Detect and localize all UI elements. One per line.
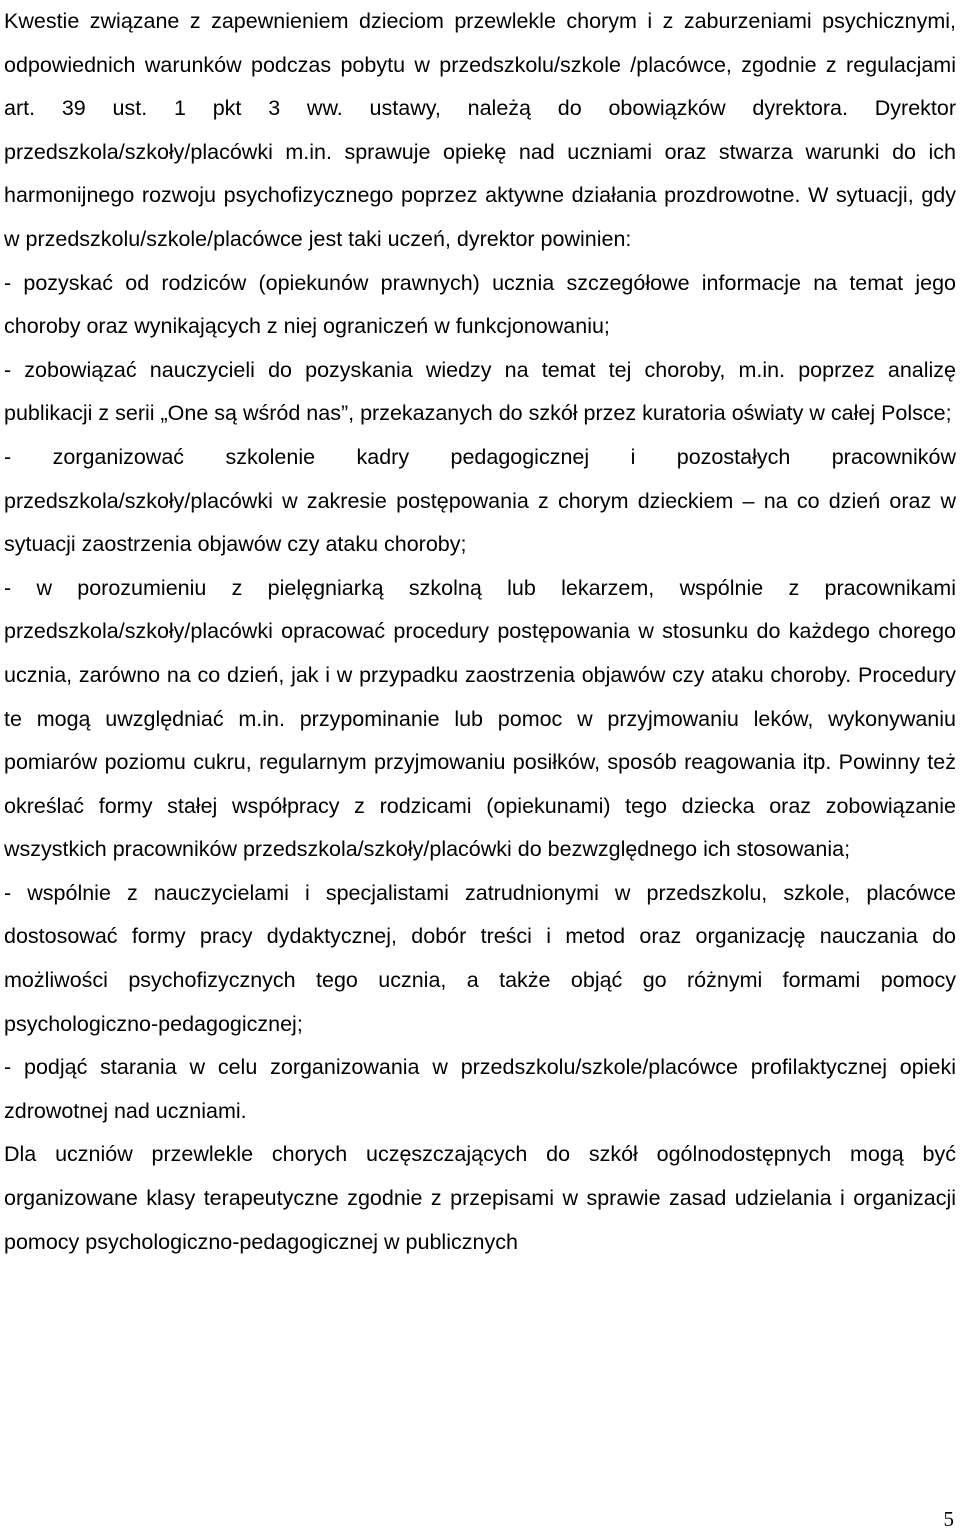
paragraph: - zobowiązać nauczycieli do pozyskania wiedzy na temat tej choroby, m.in. poprzez analizę publikacji z serii „One są wśród nas”, przekazanych do szkół przez kuratoria oświaty w całej Polsce;	[4, 357, 956, 426]
paragraph: - wspólnie z nauczycielami i specjalistami zatrudnionymi w przedszkolu, szkole, placówce dostosować formy pracy dydaktycznej, dobór treści i metod oraz organizację nauczania do możliwości psychofizycznych tego ucznia, a także objąć go różnymi formami pomocy psychologiczno-pedagogicznej;	[4, 880, 956, 1036]
page-number: 5	[943, 1507, 954, 1531]
paragraph: - w porozumieniu z pielęgniarką szkolną lub lekarzem, wspólnie z pracownikami przedszkola/szkoły/placówki opracować procedury postępowania w stosunku do każdego chorego ucznia, zarówno na co dzień, jak i w przypadku zaostrzenia objawów czy ataku choroby. Procedury te mogą uwzględniać m.in. przypominanie lub pomoc w przyjmowaniu leków, wykonywaniu pomiarów poziomu cukru, regularnym przyjmowaniu posiłków, sposób reagowania itp. Powinny też określać formy stałej współpracy z rodzicami (opiekunami) tego dziecka oraz zobowiązanie wszystkich pracowników przedszkola/szkoły/placówki do bezwzględnego ich stosowania;	[4, 575, 956, 862]
paragraph: - podjąć starania w celu zorganizowania w przedszkolu/szkole/placówce profilaktycznej opieki zdrowotnej nad uczniami.	[4, 1055, 956, 1123]
paragraph: Kwestie związane z zapewnieniem dzieciom przewlekle chorym i z zaburzeniami psychicznymi, odpowiednich warunków podczas pobytu w przedszkolu/szkole /placówce, zgodnie z regulacjami art. 39 ust. 1 pkt 3 ww. ustawy, należą do obowiązków dyrektora. Dyrektor przedszkola/szkoły/placówki m.in. sprawuje opiekę nad uczniami oraz stwarza warunki do ich harmonijnego rozwoju psychofizycznego poprzez aktywne działania prozdrowotne. W sytuacji, gdy w przedszkolu/szkole/placówce jest taki uczeń, dyrektor powinien:	[4, 9, 956, 251]
paragraph: - pozyskać od rodziców (opiekunów prawnych) ucznia szczegółowe informacje na temat jego choroby oraz wynikających z niej ograniczeń w funkcjonowaniu;	[4, 270, 956, 339]
paragraph: - zorganizować szkolenie kadry pedagogicznej i pozostałych pracowników przedszkola/szkoły/placówki w zakresie postępowania z chorym dzieckiem – na co dzień oraz w sytuacji zaostrzenia objawów czy ataku choroby;	[4, 444, 956, 557]
paragraph: Dla uczniów przewlekle chorych uczęszczających do szkół ogólnodostępnych mogą być organizowane klasy terapeutyczne zgodnie z przepisami w sprawie zasad udzielania i organizacji pomocy psychologiczno-pedagogicznej w publicznych	[4, 1142, 956, 1254]
document-body	[4, 0, 956, 1264]
